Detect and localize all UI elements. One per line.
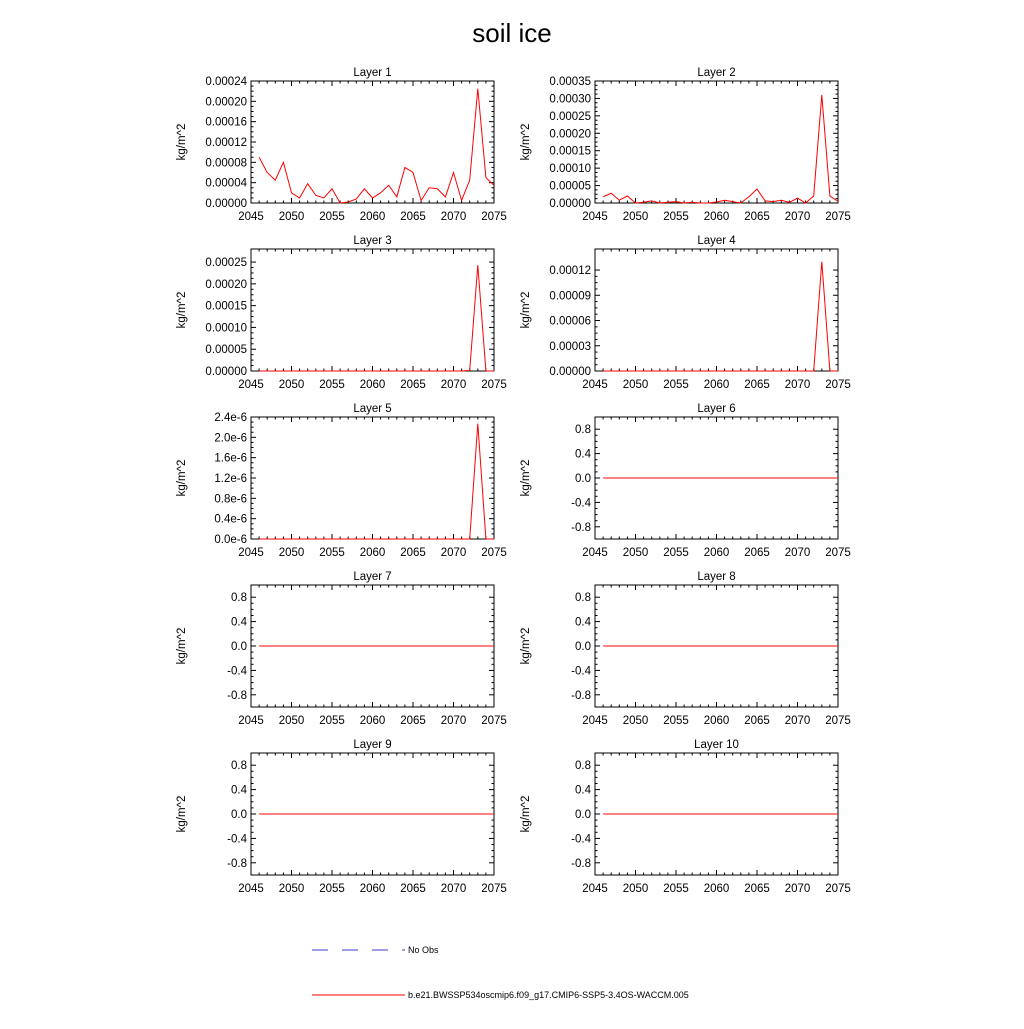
x-tick-label: 2070 <box>440 379 467 391</box>
y-tick-label: -0.8 <box>227 857 247 870</box>
y-tick-label: 0.0 <box>575 809 591 821</box>
y-axis-label: kg/m^2 <box>176 795 188 833</box>
x-tick-label: 2070 <box>784 883 811 895</box>
y-tick-label: 0.0 <box>231 641 247 653</box>
y-tick-label: 0.00006 <box>549 315 591 328</box>
panel-layer-4 <box>520 235 851 391</box>
y-tick-label: 0.0e-6 <box>214 534 247 546</box>
x-tick-label: 2070 <box>784 547 811 559</box>
y-tick-label: 0.00015 <box>205 300 247 313</box>
x-tick-label: 2055 <box>663 379 689 391</box>
x-tick-label: 2075 <box>825 379 851 391</box>
panel-title: Layer 5 <box>353 403 392 415</box>
plot-frame <box>595 81 838 203</box>
x-tick-label: 2075 <box>825 883 851 895</box>
x-tick-label: 2070 <box>440 211 467 223</box>
y-tick-label: 0.0 <box>575 473 591 485</box>
y-tick-label: 0.4 <box>231 616 247 629</box>
y-tick-label: -0.8 <box>571 521 591 534</box>
panel-title: Layer 6 <box>697 403 736 415</box>
x-tick-label: 2055 <box>663 715 689 727</box>
panel-layer-10 <box>520 739 851 895</box>
y-axis-label: kg/m^2 <box>520 123 532 161</box>
x-tick-label: 2070 <box>784 715 811 727</box>
legend-obs-label: No Obs <box>408 945 439 955</box>
x-tick-label: 2070 <box>440 715 467 727</box>
x-tick-label: 2055 <box>663 883 689 895</box>
x-tick-label: 2075 <box>481 715 507 727</box>
y-tick-label: 0.00010 <box>549 163 591 176</box>
y-tick-label: 0.00009 <box>549 290 591 303</box>
x-tick-label: 2060 <box>359 547 386 559</box>
y-tick-label: 0.00020 <box>205 96 247 109</box>
panel-layer-8 <box>520 571 851 727</box>
x-tick-label: 2045 <box>238 547 264 559</box>
y-tick-label: 0.00012 <box>205 137 247 149</box>
x-tick-label: 2065 <box>400 547 426 559</box>
y-tick-label: 0.8 <box>575 592 591 605</box>
y-tick-label: -0.4 <box>571 665 591 678</box>
y-tick-label: 0.4e-6 <box>214 513 247 526</box>
y-tick-label: 0.00000 <box>205 366 247 378</box>
x-tick-label: 2050 <box>622 883 649 895</box>
y-tick-label: 0.00016 <box>205 116 247 129</box>
x-tick-label: 2050 <box>622 211 649 223</box>
y-tick-label: 0.00035 <box>549 76 591 88</box>
x-tick-label: 2055 <box>319 211 345 223</box>
x-tick-label: 2045 <box>238 379 264 391</box>
y-tick-label: 0.8e-6 <box>214 493 247 506</box>
y-tick-label: 0.00000 <box>549 366 591 378</box>
x-tick-label: 2055 <box>663 547 689 559</box>
panel-title: Layer 1 <box>353 67 392 79</box>
x-tick-label: 2050 <box>278 379 305 391</box>
plot-frame <box>251 417 494 539</box>
y-tick-label: 0.8 <box>231 760 247 773</box>
y-tick-label: 0.8 <box>575 760 591 773</box>
y-tick-label: -0.4 <box>227 833 247 846</box>
y-tick-label: 0.00020 <box>205 278 247 291</box>
x-tick-label: 2070 <box>784 379 811 391</box>
x-tick-label: 2045 <box>238 715 264 727</box>
panel-title: Layer 7 <box>353 571 392 583</box>
x-tick-label: 2065 <box>400 211 426 223</box>
y-tick-label: 0.4 <box>575 784 591 797</box>
y-tick-label: 0.4 <box>575 616 591 629</box>
x-tick-label: 2065 <box>400 883 426 895</box>
y-axis-label: kg/m^2 <box>520 627 532 665</box>
x-tick-label: 2050 <box>622 379 649 391</box>
y-tick-label: 1.2e-6 <box>214 473 247 485</box>
y-tick-label: 0.00010 <box>205 322 247 335</box>
x-tick-label: 2045 <box>582 715 608 727</box>
x-tick-label: 2055 <box>319 547 345 559</box>
x-tick-label: 2075 <box>481 547 507 559</box>
plot-frame <box>595 249 838 371</box>
x-tick-label: 2050 <box>622 547 649 559</box>
y-tick-label: 0.00005 <box>549 180 591 193</box>
y-tick-label: 0.00030 <box>549 93 591 106</box>
legend-model-label: b.e21.BWSSP534oscmip6.f09_g17.CMIP6-SSP5-3.4OS-WACCM.005 <box>408 990 689 1000</box>
panel-title: Layer 3 <box>353 235 392 247</box>
x-tick-label: 2050 <box>278 211 305 223</box>
panel-title: Layer 9 <box>353 739 392 751</box>
x-tick-label: 2060 <box>703 211 730 223</box>
panel-layer-1 <box>176 67 507 223</box>
x-tick-label: 2075 <box>825 715 851 727</box>
x-tick-label: 2075 <box>481 379 507 391</box>
plot-frame <box>251 249 494 371</box>
x-tick-label: 2045 <box>238 883 264 895</box>
x-tick-label: 2050 <box>278 547 305 559</box>
x-tick-label: 2060 <box>359 211 386 223</box>
y-tick-label: 0.0 <box>231 809 247 821</box>
y-tick-label: -0.8 <box>227 689 247 702</box>
x-tick-label: 2060 <box>703 379 730 391</box>
panel-title: Layer 4 <box>697 235 736 247</box>
y-axis-label: kg/m^2 <box>176 291 188 329</box>
x-tick-label: 2055 <box>319 379 345 391</box>
x-tick-label: 2050 <box>278 715 305 727</box>
y-tick-label: 0.00020 <box>549 128 591 141</box>
y-tick-label: 0.00000 <box>205 198 247 210</box>
x-tick-label: 2060 <box>703 547 730 559</box>
y-tick-label: 2.0e-6 <box>214 432 247 445</box>
y-tick-label: 0.00004 <box>205 177 247 190</box>
x-tick-label: 2060 <box>359 715 386 727</box>
series-line-model <box>259 89 494 203</box>
y-tick-label: 0.00000 <box>549 198 591 210</box>
panel-layer-7 <box>176 571 507 727</box>
y-axis-label: kg/m^2 <box>520 459 532 497</box>
y-tick-label: 0.00005 <box>205 344 247 357</box>
y-tick-label: 0.00012 <box>549 265 591 278</box>
y-axis-label: kg/m^2 <box>176 627 188 665</box>
y-tick-label: -0.8 <box>571 857 591 870</box>
x-tick-label: 2055 <box>319 715 345 727</box>
x-tick-label: 2070 <box>440 547 467 559</box>
x-tick-label: 2060 <box>359 379 386 391</box>
x-tick-label: 2075 <box>481 883 507 895</box>
panel-title: Layer 10 <box>694 739 739 751</box>
x-tick-label: 2045 <box>582 379 608 391</box>
y-tick-label: -0.4 <box>571 497 591 510</box>
x-tick-label: 2065 <box>744 379 770 391</box>
legend <box>312 945 689 1000</box>
y-tick-label: 0.4 <box>575 448 591 461</box>
x-tick-label: 2075 <box>481 211 507 223</box>
panel-layer-5 <box>176 403 507 559</box>
y-tick-label: 0.00003 <box>549 340 591 353</box>
x-tick-label: 2045 <box>582 547 608 559</box>
x-tick-label: 2060 <box>359 883 386 895</box>
y-tick-label: 0.00015 <box>549 145 591 158</box>
x-tick-label: 2060 <box>703 715 730 727</box>
x-tick-label: 2065 <box>744 211 770 223</box>
x-tick-label: 2065 <box>744 715 770 727</box>
y-axis-label: kg/m^2 <box>176 459 188 497</box>
x-tick-label: 2050 <box>622 715 649 727</box>
x-tick-label: 2065 <box>400 379 426 391</box>
y-tick-label: 0.8 <box>231 592 247 605</box>
y-tick-label: -0.4 <box>571 833 591 846</box>
series-line-model <box>603 262 838 371</box>
y-tick-label: 0.00008 <box>205 157 247 170</box>
y-tick-label: 0.00025 <box>205 257 247 270</box>
y-tick-label: 1.6e-6 <box>214 452 247 465</box>
y-tick-label: 0.8 <box>575 424 591 437</box>
y-tick-label: 0.4 <box>231 784 247 797</box>
y-tick-label: 0.00025 <box>549 110 591 123</box>
panel-title: Layer 8 <box>697 571 736 583</box>
panel-title: Layer 2 <box>697 67 736 79</box>
x-tick-label: 2045 <box>238 211 264 223</box>
panel-layer-6 <box>520 403 851 559</box>
y-axis-label: kg/m^2 <box>520 291 532 329</box>
x-tick-label: 2055 <box>319 883 345 895</box>
x-tick-label: 2050 <box>278 883 305 895</box>
x-tick-label: 2070 <box>784 211 811 223</box>
x-tick-label: 2065 <box>744 883 770 895</box>
y-tick-label: 0.00024 <box>205 76 247 88</box>
y-tick-label: 0.0 <box>575 641 591 653</box>
y-tick-label: 2.4e-6 <box>214 412 247 424</box>
series-line-model <box>259 265 494 371</box>
figure-title: soil ice <box>472 18 552 48</box>
x-tick-label: 2075 <box>825 211 851 223</box>
y-axis-label: kg/m^2 <box>520 795 532 833</box>
panel-layer-3 <box>176 235 507 391</box>
panel-grid <box>176 67 851 895</box>
x-tick-label: 2055 <box>663 211 689 223</box>
x-tick-label: 2045 <box>582 211 608 223</box>
y-tick-label: -0.8 <box>571 689 591 702</box>
x-tick-label: 2060 <box>703 883 730 895</box>
series-line-model <box>259 424 494 539</box>
series-line-model <box>603 95 838 203</box>
y-tick-label: -0.4 <box>227 665 247 678</box>
x-tick-label: 2075 <box>825 547 851 559</box>
x-tick-label: 2070 <box>440 883 467 895</box>
x-tick-label: 2065 <box>744 547 770 559</box>
x-tick-label: 2065 <box>400 715 426 727</box>
x-tick-label: 2045 <box>582 883 608 895</box>
panel-layer-9 <box>176 739 507 895</box>
y-axis-label: kg/m^2 <box>176 123 188 161</box>
panel-layer-2 <box>520 67 851 223</box>
